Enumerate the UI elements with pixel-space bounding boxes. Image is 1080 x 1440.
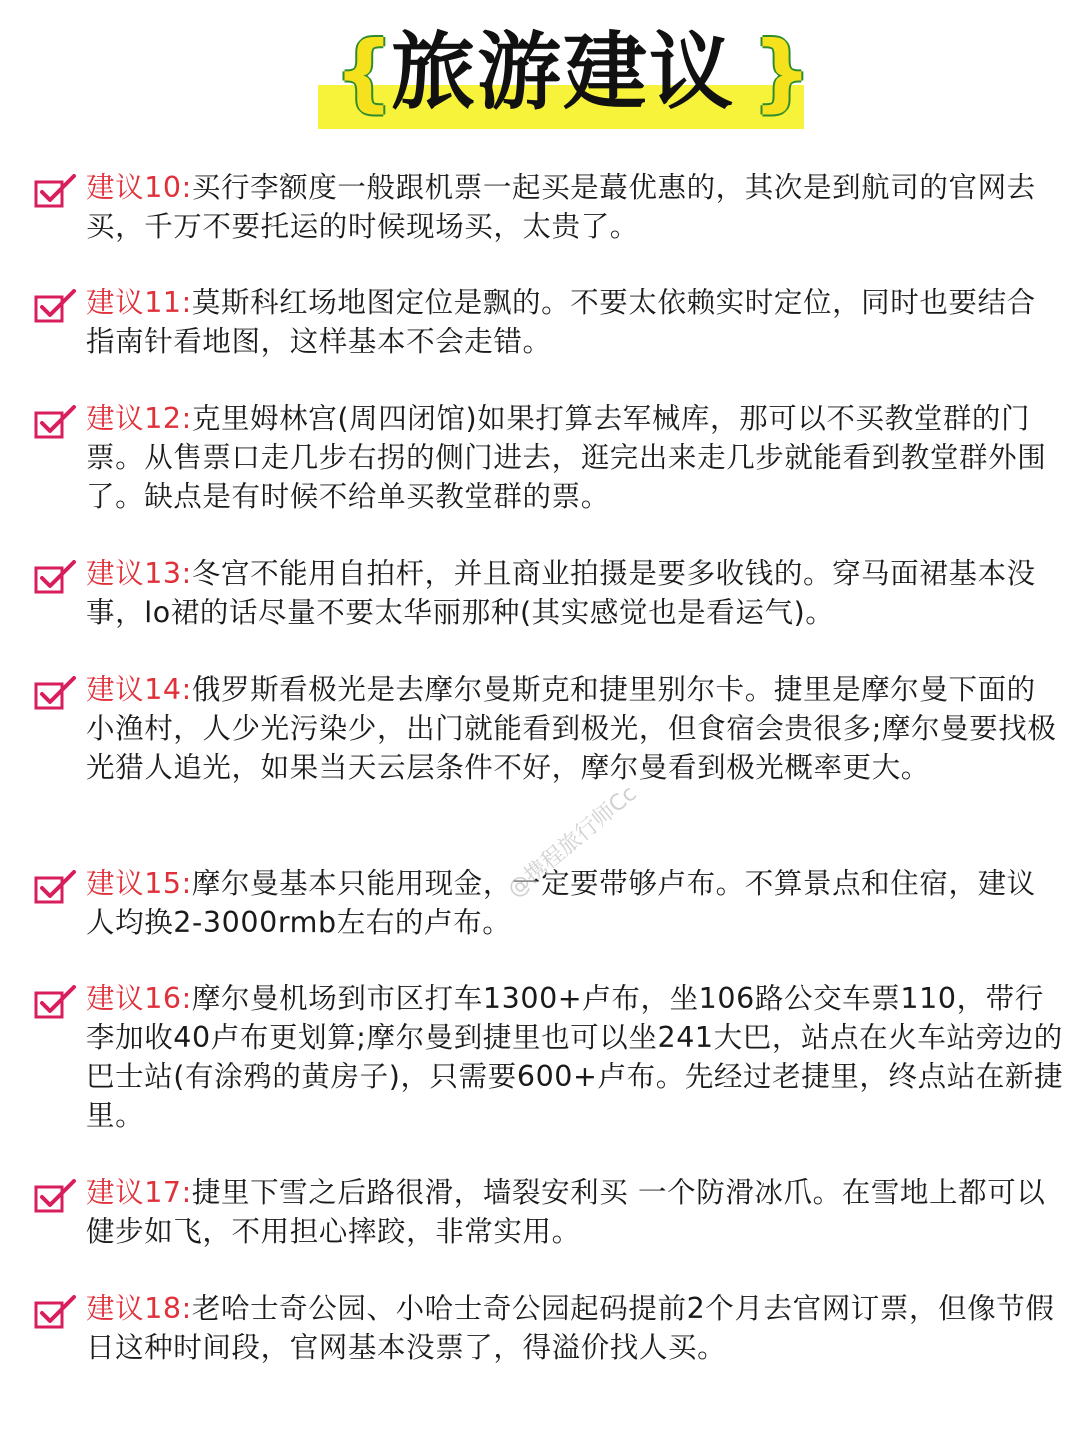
tip-body <box>86 1289 1064 1367</box>
checkbox-icon <box>34 289 78 325</box>
tip-label: 建议10: <box>86 171 192 204</box>
tip-body <box>86 399 1064 516</box>
tip-body <box>86 864 1064 942</box>
tip-text: 冬宫不能用自拍杆，并且商业拍摄是要多收钱的。穿马面裙基本没事，lo裙的话尽量不要太华丽那种(其实感觉也是看运气)。 <box>86 557 1036 629</box>
tip-label: 建议17: <box>86 1176 192 1209</box>
watermark: @携程旅行师Cc <box>503 781 642 903</box>
tip-text: 买行李额度一般跟机票一起买是蕞优惠的，其次是到航司的官网去买，千万不要托运的时候现场买，太贵了。 <box>86 171 1036 243</box>
checkbox-icon <box>34 985 78 1021</box>
tip-text: 克里姆林宫(周四闭馆)如果打算去军械库，那可以不买教堂群的门票。从售票口走几步右拐的侧门进去，逛完出来走几步就能看到教堂群外围了。缺点是有时候不给单买教堂群的票。 <box>86 402 1047 513</box>
tip-label: 建议16: <box>86 982 192 1015</box>
page-title: 旅游建议 <box>390 23 735 121</box>
tip-text: 莫斯科红场地图定位是飘的。不要太依赖实时定位，同时也要结合指南针看地图，这样基本不会走错。 <box>86 286 1036 358</box>
checkbox-icon <box>34 1295 78 1331</box>
tip-text: 俄罗斯看极光是去摩尔曼斯克和捷里别尔卡。捷里是摩尔曼下面的小渔村，人少光污染少，出门就能看到极光，但食宿会贵很多;摩尔曼要找极光猎人追光，如果当天云层条件不好，摩尔曼看到极光概率更大。 <box>86 673 1057 784</box>
tip-label: 建议11: <box>86 286 192 319</box>
checkbox-icon <box>34 676 78 712</box>
checkbox-icon <box>34 560 78 596</box>
tip-label: 建议15: <box>86 867 192 900</box>
tip-text: 捷里下雪之后路很滑，墙裂安利买 一个防滑冰爪。在雪地上都可以健步如飞，不用担心摔跤，非常实用。 <box>86 1176 1046 1248</box>
tip-text: 老哈士奇公园、小哈士奇公园起码提前2个月去官网订票，但像节假日这种时间段，官网基本没票了，得溢价找人买。 <box>86 1292 1055 1364</box>
tip-body <box>86 1173 1064 1251</box>
tip-body <box>86 670 1064 787</box>
tip-body <box>86 554 1064 632</box>
tip-label: 建议13: <box>86 557 192 590</box>
checkbox-icon <box>34 1179 78 1215</box>
tip-text: 摩尔曼基本只能用现金，一定要带够卢布。不算景点和住宿，建议人均换2-3000rmb左右的卢布。 <box>86 867 1036 939</box>
checkbox-icon <box>34 870 78 906</box>
title-brace-left: { <box>334 23 394 121</box>
title-brace-right: } <box>752 23 812 121</box>
tip-body <box>86 168 1064 246</box>
tip-label: 建议14: <box>86 673 192 706</box>
tip-body <box>86 283 1064 361</box>
checkbox-icon <box>34 405 78 441</box>
checkbox-icon <box>34 174 78 210</box>
tip-text: 摩尔曼机场到市区打车1300+卢布，坐106路公交车票110，带行李加收40卢布更划算;摩尔曼到捷里也可以坐241大巴，站点在火车站旁边的巴士站(有涂鸦的黄房子)，只需要600+卢布。先经过老捷里，终点站在新捷里。 <box>86 982 1064 1132</box>
tip-label: 建议12: <box>86 402 192 435</box>
tip-label: 建议18: <box>86 1292 192 1325</box>
tip-body <box>86 979 1064 1135</box>
